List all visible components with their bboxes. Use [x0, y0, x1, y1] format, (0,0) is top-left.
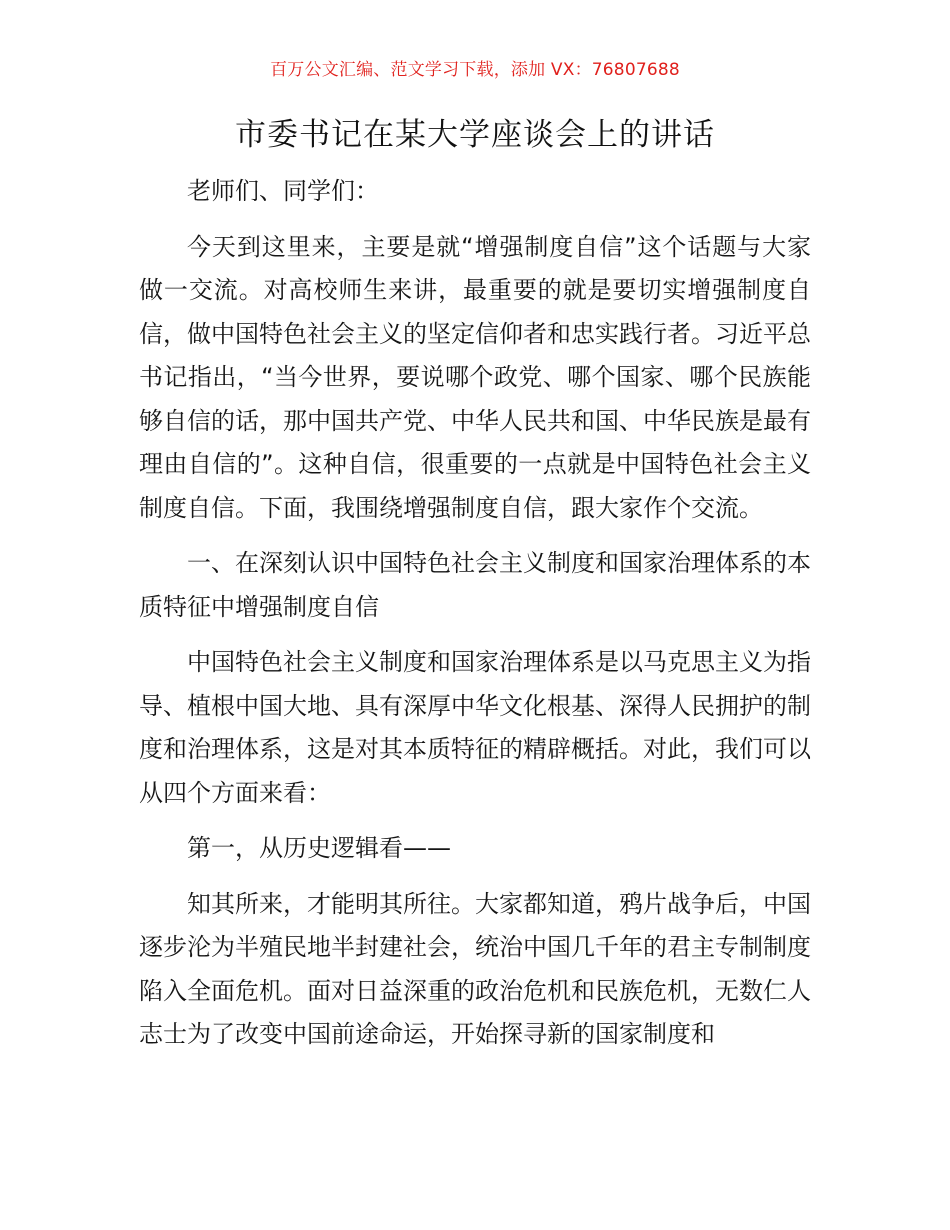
salutation-paragraph: 老师们、同学们：	[187, 177, 379, 205]
body-paragraph: 知其所来，才能明其所往。大家都知道，鸦片战争后，中国逐步沦为半殖民地半封建社会，统治中国几千年的君主专制制度陷入全面危机。面对日益深重的政治危机和民族危机，无数仁人志士为了改变中国前途命运，开始探寻新的国家制度和	[139, 889, 811, 1048]
page-title: 市委书记在某大学座谈会上的讲话	[235, 117, 715, 153]
subsection-heading: 第一，从历史逻辑看——	[187, 834, 451, 862]
section-heading: 一、在深刻认识中国特色社会主义制度和国家治理体系的本质特征中增强制度自信	[139, 549, 811, 621]
body-paragraph: 今天到这里来，主要是就“增强制度自信”这个话题与大家做一交流。对高校师生来讲，最重要的就是要切实增强制度自信，做中国特色社会主义的坚定信仰者和忠实践行者。习近平总书记指出，“当今世界，要说哪个政党、哪个国家、哪个民族能够自信的话，那中国共产党、中华人民共和国、中华民族是最有理由自信的”。这种自信，很重要的一点就是中国特色社会主义制度自信。下面，我围绕增强制度自信，跟大家作个交流。	[139, 232, 811, 522]
promo-header: 百万公文汇编、范文学习下载，添加 VX：76807688	[270, 60, 680, 80]
document-body	[139, 170, 811, 1057]
body-paragraph: 中国特色社会主义制度和国家治理体系是以马克思主义为指导、植根中国大地、具有深厚中华文化根基、深得人民拥护的制度和治理体系，这是对其本质特征的精辟概括。对此，我们可以从四个方面来看：	[139, 648, 811, 807]
